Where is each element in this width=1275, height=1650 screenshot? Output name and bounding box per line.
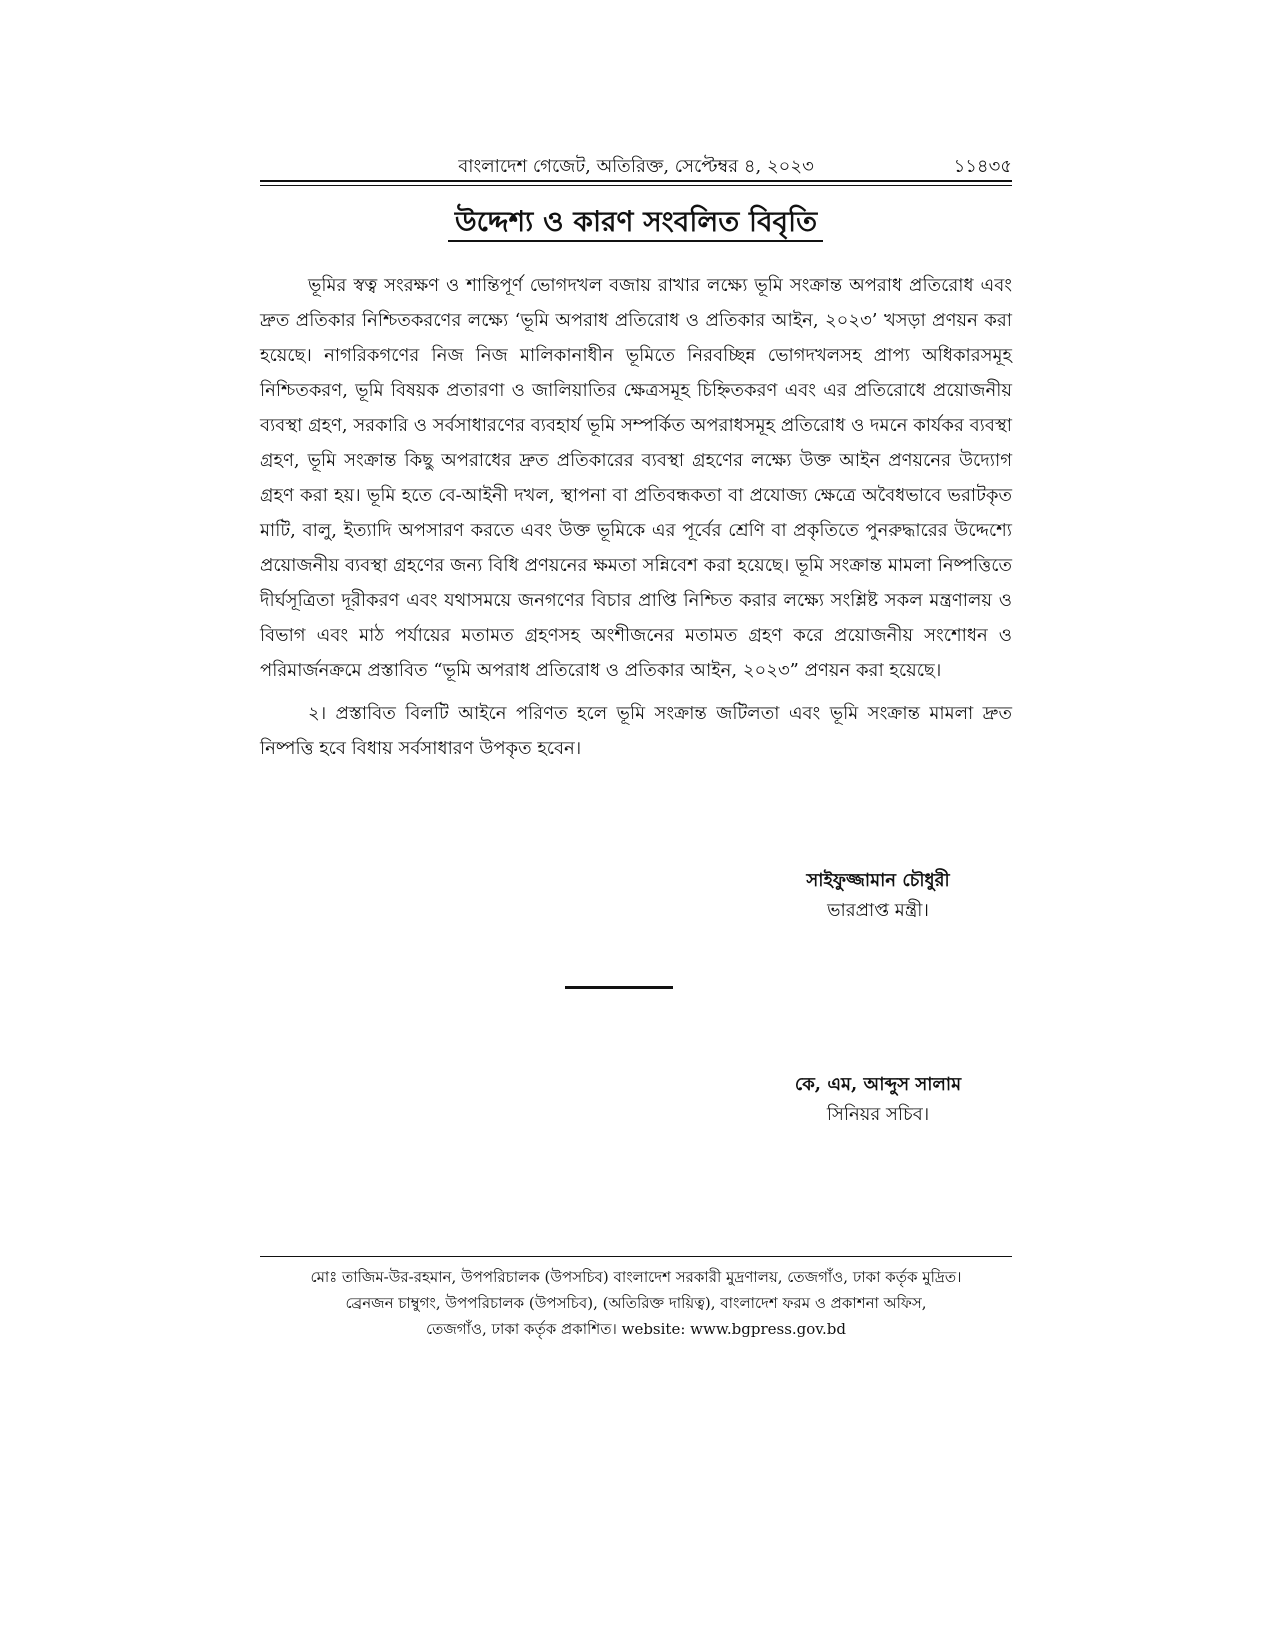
section-divider xyxy=(565,986,673,989)
header-rule-thin xyxy=(260,185,1012,186)
signatory-role: সিনিয়র সচিব। xyxy=(826,1104,930,1125)
gazette-header xyxy=(260,152,1012,178)
signatory-role: ভারপ্রাপ্ত মন্ত্রী। xyxy=(827,900,929,921)
document-body xyxy=(260,268,1012,766)
page-number: ১১৪৩৫ xyxy=(953,156,1012,177)
signatory-name: কে, এম, আব্দুস সালাম xyxy=(794,1074,962,1095)
footer-rule xyxy=(260,1256,1012,1257)
footer-line: মোঃ তাজিম-উর-রহমান, উপপরিচালক (উপসচিব) বাংলাদেশ সরকারী মুদ্রণালয়, তেজগাঁও, ঢাকা কর্তৃক মুদ্রিত। xyxy=(310,1268,962,1286)
gazette-header-title: বাংলাদেশ গেজেট, অতিরিক্ত, সেপ্টেম্বর ৪, ২০২৩ xyxy=(458,156,814,177)
signature-block-minister xyxy=(728,866,1028,926)
footer-line: ব্রেনজন চাম্বুগং, উপপরিচালক (উপসচিব), (অতিরিক্ত দায়িত্ব), বাংলাদেশ ফরম ও প্রকাশনা অফিস, xyxy=(345,1294,927,1312)
body-paragraph: ২। প্রস্তাবিত বিলটি আইনে পরিণত হলে ভূমি সংক্রান্ত জটিলতা এবং ভূমি সংক্রান্ত মামলা দ্রুত নিষ্পত্তি হবে বিধায় সর্বসাধারণ উপকৃত হবেন। xyxy=(260,703,1012,759)
body-paragraph: ভূমির স্বত্ব সংরক্ষণ ও শান্তিপূর্ণ ভোগদখল বজায় রাখার লক্ষ্যে ভূমি সংক্রান্ত অপরাধ প্রতিরোধ এবং দ্রুত প্রতিকার নিশ্চিতকরণের লক্ষ্যে ‘ভূমি অপরাধ প্রতিরোধ ও প্রতিকার আইন, ২০২৩’ খসড়া প্রণয়ন করা হয়েছে। নাগরিকগণের নিজ নিজ মালিকানাধীন ভূমিতে নিরবচ্ছিন্ন ভোগদখলসহ প্রাপ্য অধিকারসমূহ নিশ্চিতকরণ, ভূমি বিষয়ক প্রতারণা ও জালিয়াতির ক্ষেত্রসমূহ চিহ্নিতকরণ এবং এর প্রতিরোধে প্রয়োজনীয় ব্যবস্থা গ্রহণ, সরকারি ও সর্বসাধারণের ব্যবহার্য ভূমি সম্পর্কিত অপরাধসমূহ প্রতিরোধ ও দমনে কার্যকর ব্যবস্থা গ্রহণ, ভূমি সংক্রান্ত কিছু অপরাধের দ্রুত প্রতিকারের ব্যবস্থা গ্রহণের লক্ষ্যে উক্ত আইন প্রণয়নের উদ্যোগ গ্রহণ করা হয়। ভূমি হতে বে-আইনী দখল, স্থাপনা বা প্রতিবন্ধকতা বা প্রযোজ্য ক্ষেত্রে অবৈধভাবে ভরাটকৃত মাটি, বালু, ইত্যাদি অপসারণ করতে এবং উক্ত ভূমিকে এর পূর্বের শ্রেণি বা প্রকৃতিতে পুনরুদ্ধারের উদ্দেশ্যে প্রয়োজনীয় ব্যবস্থা গ্রহণের জন্য বিধি প্রণয়নের ক্ষমতা সন্নিবেশ করা হয়েছে। ভূমি সংক্রান্ত মামলা নিষ্পত্তিতে দীর্ঘসূত্রিতা দূরীকরণ এবং যথাসময়ে জনগণের বিচার প্রাপ্তি নিশ্চিত করার লক্ষ্যে সংশ্লিষ্ট সকল মন্ত্রণালয় ও বিভাগ এবং মাঠ পর্যায়ের মতামত গ্রহণসহ অংশীজনের মতামত গ্রহণ করে প্রয়োজনীয় সংশোধন ও পরিমার্জনক্রমে প্রস্তাবিত “ভূমি অপরাধ প্রতিরোধ ও প্রতিকার আইন, ২০২৩” প্রণয়ন করা হয়েছে। xyxy=(260,275,1012,681)
title-underline xyxy=(448,240,823,242)
signature-block-secretary xyxy=(728,1070,1028,1130)
footer-line: তেজগাঁও, ঢাকা কর্তৃক প্রকাশিত। website: www.bgpress.gov.bd xyxy=(426,1320,846,1338)
document-title: উদ্দেশ্য ও কারণ সংবলিত বিবৃতি xyxy=(454,205,818,238)
signatory-name: সাইফুজ্জামান চৌধুরী xyxy=(806,870,950,891)
header-rule-thick xyxy=(260,180,1012,182)
printer-footer xyxy=(260,1264,1012,1342)
